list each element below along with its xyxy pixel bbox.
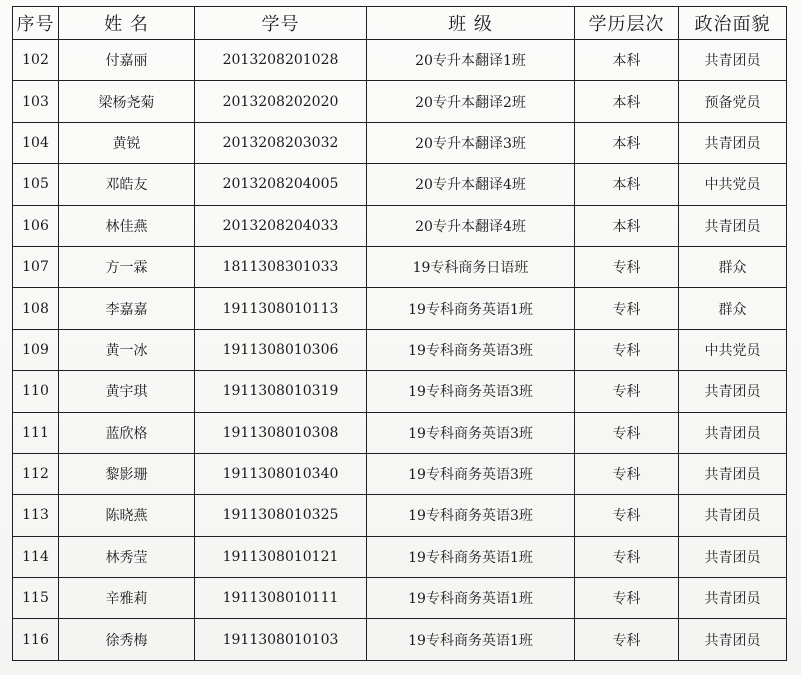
cell-name: 邓皓友 bbox=[59, 164, 195, 205]
table-row bbox=[13, 40, 787, 81]
cell-index: 114 bbox=[13, 536, 59, 577]
cell-political: 共青团员 bbox=[679, 578, 787, 619]
header-student-id: 学号 bbox=[195, 7, 367, 40]
cell-class: 19专科商务英语3班 bbox=[367, 412, 575, 453]
table-header bbox=[13, 7, 787, 40]
cell-index: 106 bbox=[13, 205, 59, 246]
cell-political: 共青团员 bbox=[679, 412, 787, 453]
cell-class: 20专升本翻译1班 bbox=[367, 40, 575, 81]
cell-political: 共青团员 bbox=[679, 122, 787, 163]
cell-student-id: 1911308010319 bbox=[195, 371, 367, 412]
cell-student-id: 1911308010306 bbox=[195, 329, 367, 370]
cell-class: 20专升本翻译4班 bbox=[367, 164, 575, 205]
cell-index: 116 bbox=[13, 619, 59, 660]
cell-student-id: 1911308010113 bbox=[195, 288, 367, 329]
cell-political: 群众 bbox=[679, 288, 787, 329]
cell-class: 19专科商务英语1班 bbox=[367, 619, 575, 660]
cell-class: 19专科商务日语班 bbox=[367, 246, 575, 287]
cell-name: 林佳燕 bbox=[59, 205, 195, 246]
cell-student-id: 1911308010308 bbox=[195, 412, 367, 453]
header-education: 学历层次 bbox=[575, 7, 679, 40]
cell-student-id: 2013208202020 bbox=[195, 81, 367, 122]
cell-political: 共青团员 bbox=[679, 619, 787, 660]
cell-education: 本科 bbox=[575, 81, 679, 122]
cell-class: 19专科商务英语1班 bbox=[367, 578, 575, 619]
header-name: 姓 名 bbox=[59, 7, 195, 40]
table-row bbox=[13, 246, 787, 287]
cell-name: 梁杨尧菊 bbox=[59, 81, 195, 122]
cell-political: 群众 bbox=[679, 246, 787, 287]
cell-student-id: 1911308010111 bbox=[195, 578, 367, 619]
cell-political: 预备党员 bbox=[679, 81, 787, 122]
cell-political: 共青团员 bbox=[679, 371, 787, 412]
cell-index: 115 bbox=[13, 578, 59, 619]
cell-education: 专科 bbox=[575, 619, 679, 660]
cell-index: 112 bbox=[13, 453, 59, 494]
cell-education: 专科 bbox=[575, 412, 679, 453]
cell-name: 林秀莹 bbox=[59, 536, 195, 577]
table-row bbox=[13, 619, 787, 660]
table-row bbox=[13, 205, 787, 246]
table-body bbox=[13, 40, 787, 661]
cell-index: 105 bbox=[13, 164, 59, 205]
cell-student-id: 1911308010340 bbox=[195, 453, 367, 494]
cell-political: 共青团员 bbox=[679, 495, 787, 536]
cell-education: 专科 bbox=[575, 288, 679, 329]
table-row bbox=[13, 288, 787, 329]
cell-education: 本科 bbox=[575, 164, 679, 205]
header-row bbox=[13, 7, 787, 40]
table-row bbox=[13, 536, 787, 577]
cell-name: 徐秀梅 bbox=[59, 619, 195, 660]
cell-student-id: 1811308301033 bbox=[195, 246, 367, 287]
cell-student-id: 2013208203032 bbox=[195, 122, 367, 163]
cell-education: 本科 bbox=[575, 122, 679, 163]
cell-student-id: 1911308010325 bbox=[195, 495, 367, 536]
cell-political: 共青团员 bbox=[679, 453, 787, 494]
cell-index: 103 bbox=[13, 81, 59, 122]
table-row bbox=[13, 329, 787, 370]
table-row bbox=[13, 371, 787, 412]
table-row bbox=[13, 122, 787, 163]
header-political: 政治面貌 bbox=[679, 7, 787, 40]
cell-education: 专科 bbox=[575, 246, 679, 287]
cell-name: 辛雅莉 bbox=[59, 578, 195, 619]
cell-education: 专科 bbox=[575, 371, 679, 412]
cell-education: 专科 bbox=[575, 578, 679, 619]
cell-political: 共青团员 bbox=[679, 536, 787, 577]
table-row bbox=[13, 578, 787, 619]
table-row bbox=[13, 81, 787, 122]
cell-student-id: 2013208204033 bbox=[195, 205, 367, 246]
cell-index: 110 bbox=[13, 371, 59, 412]
cell-student-id: 2013208204005 bbox=[195, 164, 367, 205]
cell-class: 19专科商务英语3班 bbox=[367, 495, 575, 536]
cell-name: 黄锐 bbox=[59, 122, 195, 163]
student-roster-table bbox=[12, 6, 787, 661]
cell-name: 黄宇琪 bbox=[59, 371, 195, 412]
cell-index: 111 bbox=[13, 412, 59, 453]
cell-name: 李嘉嘉 bbox=[59, 288, 195, 329]
table-row bbox=[13, 453, 787, 494]
header-index: 序号 bbox=[13, 7, 59, 40]
cell-education: 专科 bbox=[575, 536, 679, 577]
cell-index: 108 bbox=[13, 288, 59, 329]
cell-name: 方一霖 bbox=[59, 246, 195, 287]
cell-political: 中共党员 bbox=[679, 164, 787, 205]
cell-student-id: 2013208201028 bbox=[195, 40, 367, 81]
cell-political: 共青团员 bbox=[679, 40, 787, 81]
cell-index: 102 bbox=[13, 40, 59, 81]
cell-index: 104 bbox=[13, 122, 59, 163]
cell-class: 19专科商务英语3班 bbox=[367, 371, 575, 412]
cell-political: 中共党员 bbox=[679, 329, 787, 370]
cell-name: 黎影珊 bbox=[59, 453, 195, 494]
cell-class: 19专科商务英语3班 bbox=[367, 329, 575, 370]
cell-education: 专科 bbox=[575, 453, 679, 494]
cell-political: 共青团员 bbox=[679, 205, 787, 246]
cell-name: 陈晓燕 bbox=[59, 495, 195, 536]
cell-index: 109 bbox=[13, 329, 59, 370]
cell-name: 黄一冰 bbox=[59, 329, 195, 370]
cell-class: 19专科商务英语3班 bbox=[367, 453, 575, 494]
cell-student-id: 1911308010103 bbox=[195, 619, 367, 660]
cell-student-id: 1911308010121 bbox=[195, 536, 367, 577]
cell-education: 本科 bbox=[575, 40, 679, 81]
table-row bbox=[13, 495, 787, 536]
table-row bbox=[13, 412, 787, 453]
cell-class: 20专升本翻译4班 bbox=[367, 205, 575, 246]
cell-class: 20专升本翻译2班 bbox=[367, 81, 575, 122]
cell-class: 20专升本翻译3班 bbox=[367, 122, 575, 163]
cell-index: 107 bbox=[13, 246, 59, 287]
cell-education: 本科 bbox=[575, 205, 679, 246]
cell-name: 付嘉丽 bbox=[59, 40, 195, 81]
cell-class: 19专科商务英语1班 bbox=[367, 536, 575, 577]
cell-class: 19专科商务英语1班 bbox=[367, 288, 575, 329]
cell-education: 专科 bbox=[575, 329, 679, 370]
cell-index: 113 bbox=[13, 495, 59, 536]
header-class: 班 级 bbox=[367, 7, 575, 40]
table-row bbox=[13, 164, 787, 205]
cell-education: 专科 bbox=[575, 495, 679, 536]
cell-name: 蓝欣格 bbox=[59, 412, 195, 453]
